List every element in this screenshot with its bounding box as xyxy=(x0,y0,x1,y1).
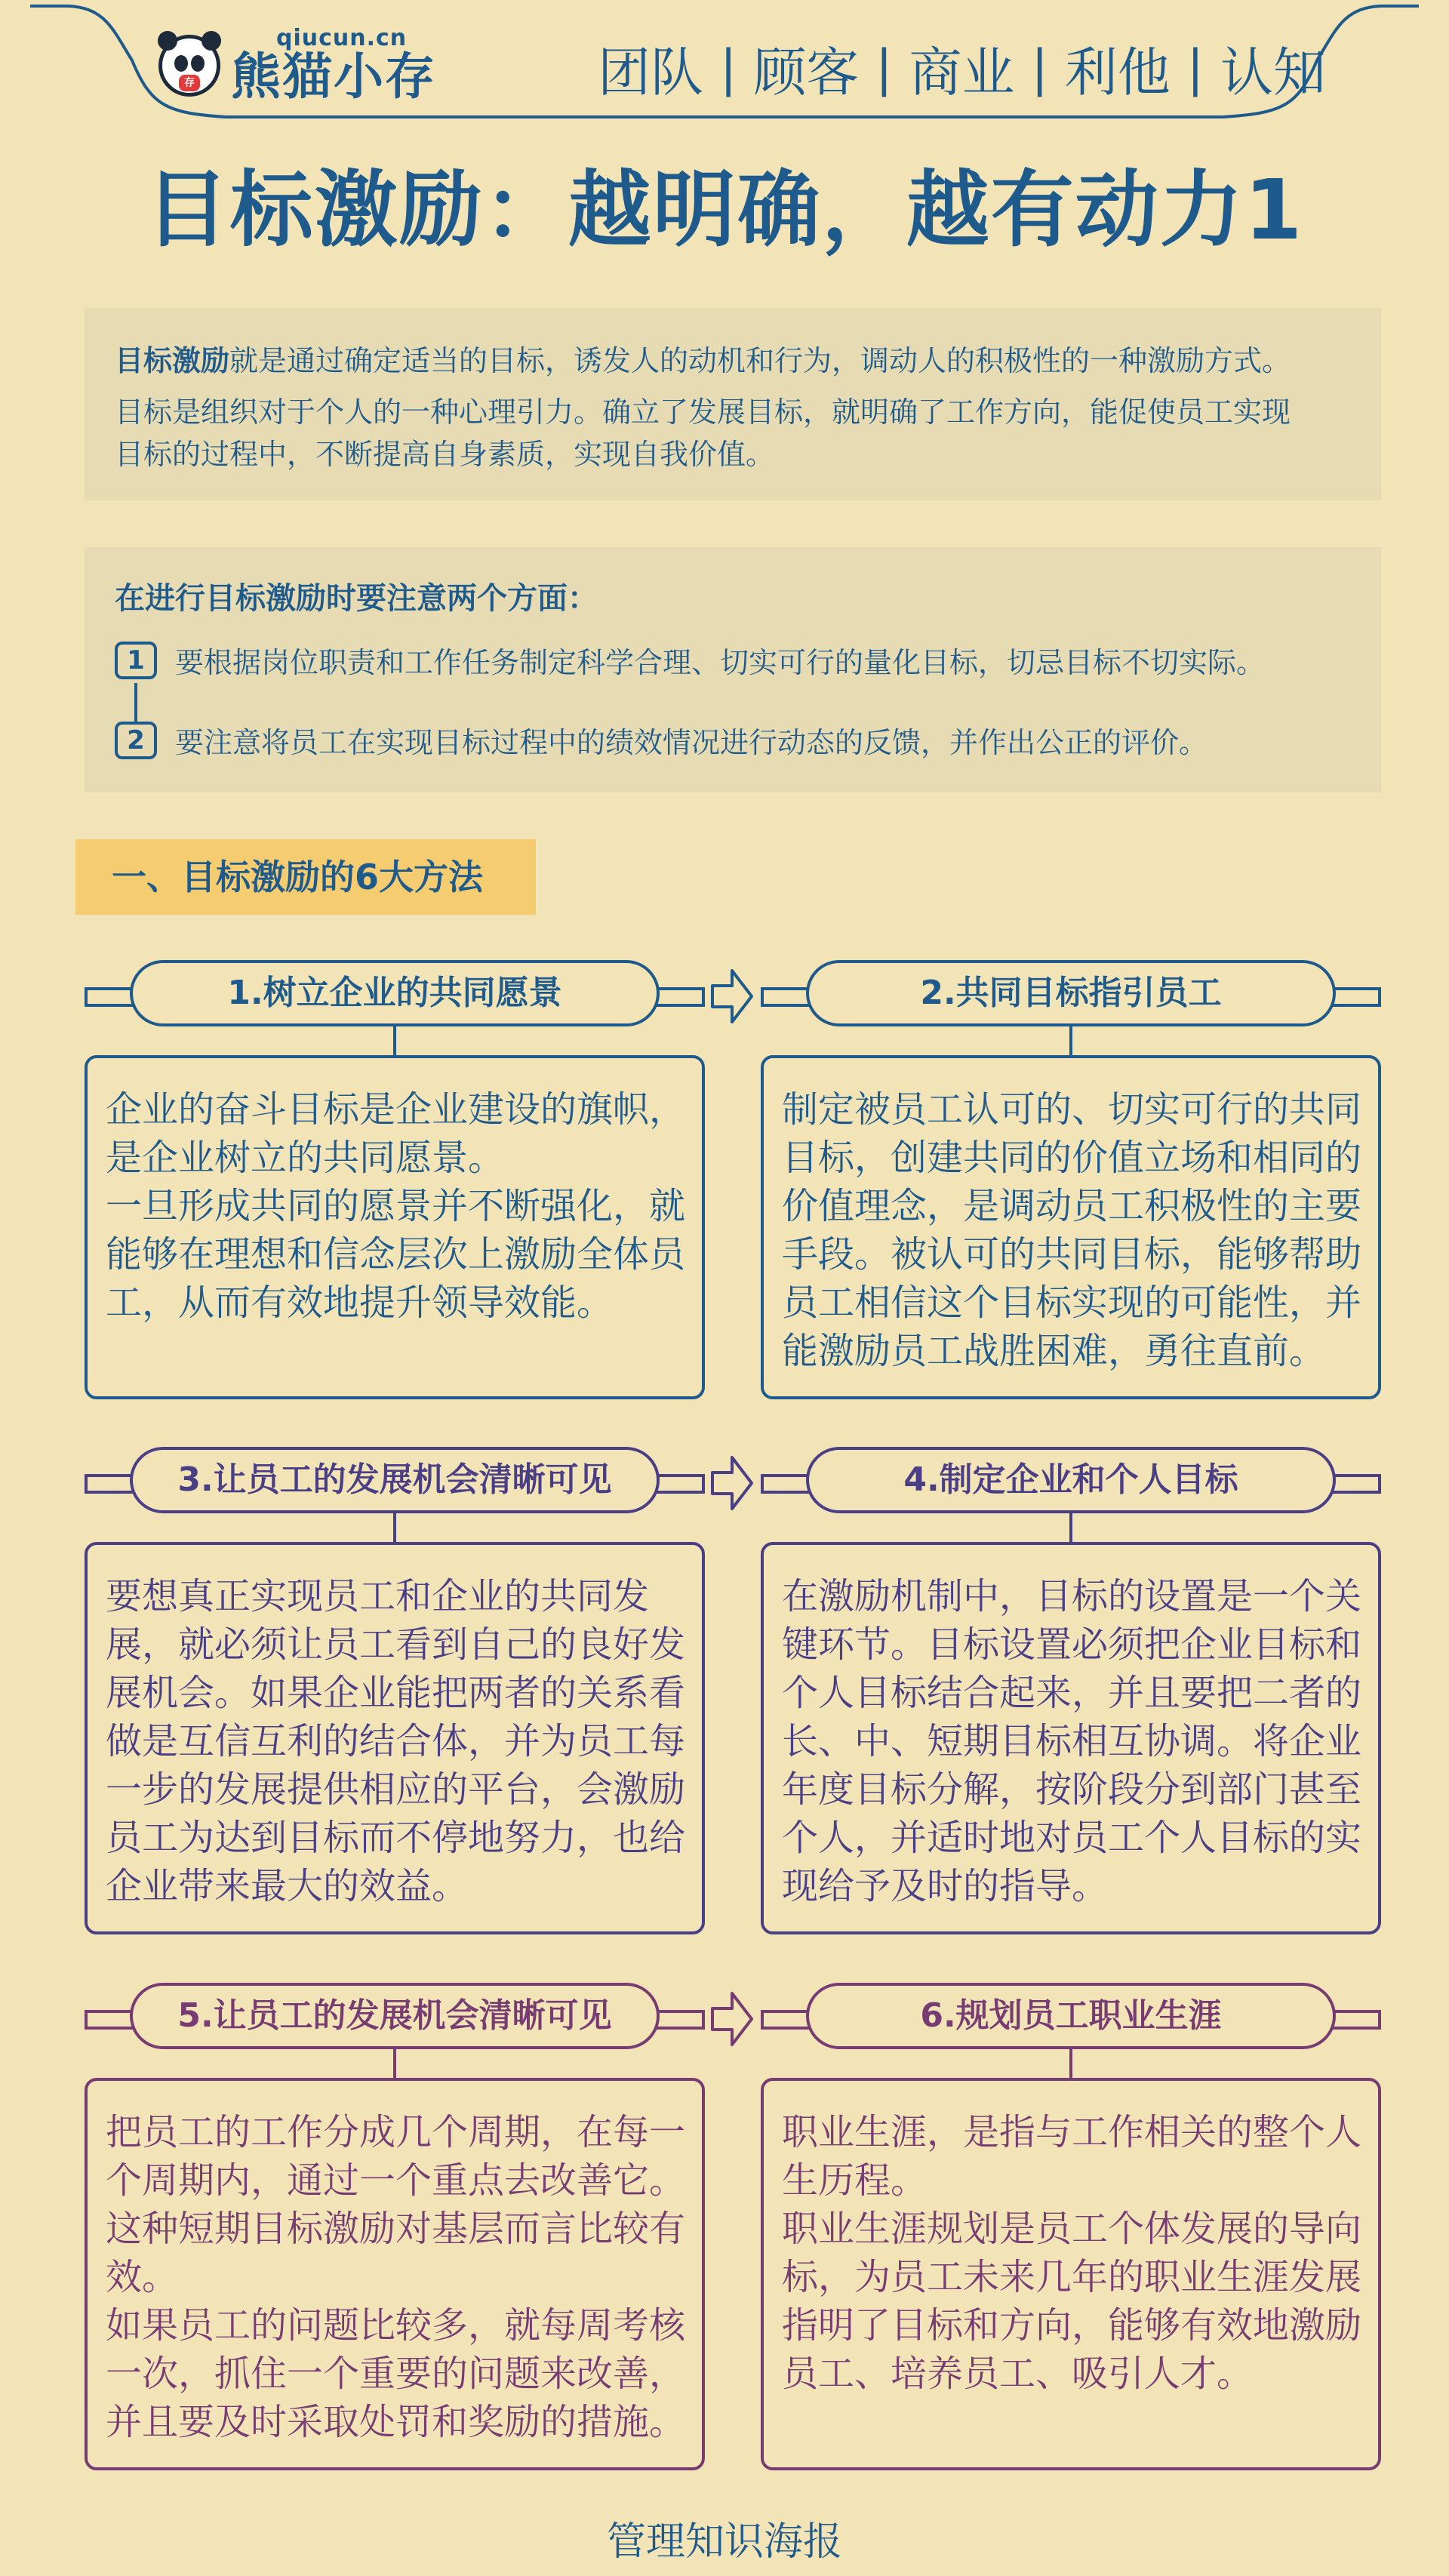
notes-title: 在进行目标激励时要注意两个方面： xyxy=(115,581,598,616)
header-stem xyxy=(393,2049,396,2079)
intro-definition: 就是通过确定适当的目标，诱发人的动机和行为，调动人的积极性的一种激励方式。 xyxy=(229,344,1291,377)
header-bar xyxy=(652,987,705,1007)
header-stem xyxy=(1069,1513,1072,1543)
method-text-line: 做是互信互利的结合体，并为员工每 xyxy=(106,1720,686,1762)
header-bar xyxy=(1328,2010,1381,2030)
logo[interactable] xyxy=(158,24,436,107)
method-text-line: 员工为达到目标而不停地努力，也给 xyxy=(106,1817,686,1859)
arrow-right-icon xyxy=(709,1453,755,1513)
method-header xyxy=(761,1983,1381,2055)
method-text-line: 手段。被认可的共同目标，能够帮助 xyxy=(782,1233,1362,1276)
intro-box xyxy=(85,308,1381,500)
method-title: 2.共同目标指引员工 xyxy=(806,960,1336,1026)
method-title: 4.制定企业和个人目标 xyxy=(806,1447,1336,1513)
nav-item-customer[interactable]: 顾客 xyxy=(753,41,860,103)
method-text-line: 制定被员工认可的、切实可行的共同 xyxy=(782,1088,1362,1131)
arrow-right-icon xyxy=(709,1989,755,2049)
method-text-line: 在激励机制中，目标的设置是一个关 xyxy=(782,1575,1362,1617)
method-header xyxy=(85,1447,705,1519)
method-text-line: 一旦形成共同的愿景并不断强化，就 xyxy=(106,1185,686,1227)
nav-item-business[interactable]: 商业 xyxy=(909,41,1015,103)
header xyxy=(0,0,1449,132)
header-stem xyxy=(1069,1026,1072,1057)
method-text-line: 键环节。目标设置必须把企业目标和 xyxy=(782,1623,1362,1666)
nav-separator: | xyxy=(875,38,893,97)
method-header xyxy=(761,1447,1381,1519)
note-text: 要根据岗位职责和工作任务制定科学合理、切实可行的量化目标，切忌目标不切实际。 xyxy=(175,646,1266,679)
method-text-line: 标，为员工未来几年的职业生涯发展 xyxy=(782,2256,1362,2298)
top-nav xyxy=(598,30,1326,106)
method-title: 6.规划员工职业生涯 xyxy=(806,1983,1336,2049)
note-number: 1 xyxy=(115,642,157,679)
method-text-line: 个人目标结合起来，并且要把二者的 xyxy=(782,1672,1362,1714)
notes-box xyxy=(85,547,1381,792)
method-title: 5.让员工的发展机会清晰可见 xyxy=(130,1983,660,2049)
method-title: 3.让员工的发展机会清晰可见 xyxy=(130,1447,660,1513)
method-text-line: 员工、培养员工、吸引人才。 xyxy=(782,2353,1254,2395)
nav-item-altruism[interactable]: 利他 xyxy=(1064,41,1171,103)
nav-item-cognition[interactable]: 认知 xyxy=(1220,41,1326,103)
method-text-line: 一次，抓住一个重要的问题来改善， xyxy=(106,2353,686,2395)
method-header xyxy=(85,1983,705,2055)
method-text-line: 是企业树立的共同愿景。 xyxy=(106,1137,505,1179)
header-bar xyxy=(1328,987,1381,1007)
method-card xyxy=(85,2078,705,2470)
method-title: 1.树立企业的共同愿景 xyxy=(130,960,660,1026)
intro-line-2a: 目标是组织对于个人的一种心理引力。确立了发展目标，就明确了工作方向，能促使员工实现 xyxy=(115,395,1291,429)
method-text-line: 目标，创建共同的价值立场和相同的 xyxy=(782,1137,1362,1179)
method-card xyxy=(761,1055,1381,1399)
header-bar xyxy=(1328,1474,1381,1494)
note-item xyxy=(115,639,1265,681)
header-bar xyxy=(652,1474,705,1494)
note-number: 2 xyxy=(115,722,157,759)
note-text: 要注意将员工在实现目标过程中的绩效情况进行动态的反馈，并作出公正的评价。 xyxy=(175,726,1208,759)
header-bar xyxy=(652,2010,705,2030)
logo-name: 熊猫小存 xyxy=(231,48,436,106)
method-text-line: 生历程。 xyxy=(782,2159,928,2202)
logo-badge: 存 xyxy=(179,75,200,91)
intro-line-2b: 目标的过程中，不断提高自身素质，实现自我价值。 xyxy=(115,438,775,471)
footer: 管理知识海报 xyxy=(606,2519,842,2565)
method-text-line: 把员工的工作分成几个周期，在每一 xyxy=(106,2111,686,2153)
method-text-line: 个周期内，通过一个重点去改善它。 xyxy=(106,2159,686,2202)
method-text-line: 现给予及时的指导。 xyxy=(782,1865,1109,1907)
method-text-line: 个人，并适时地对员工个人目标的实 xyxy=(782,1817,1362,1859)
method-text-line: 员工相信这个目标实现的可能性，并 xyxy=(782,1282,1362,1324)
method-card xyxy=(85,1055,705,1399)
method-header xyxy=(85,960,705,1033)
panda-icon xyxy=(158,35,220,97)
method-text-line: 并且要及时采取处罚和奖励的措施。 xyxy=(106,2401,686,2443)
header-stem xyxy=(393,1513,396,1543)
method-text-line: 指明了目标和方向，能够有效地激励 xyxy=(782,2304,1362,2347)
note-item xyxy=(115,719,1208,761)
method-text-line: 要想真正实现员工和企业的共同发 xyxy=(106,1575,650,1617)
method-text-line: 价值理念，是调动员工积极性的主要 xyxy=(782,1185,1362,1227)
method-text-line: 如果员工的问题比较多，就每周考核 xyxy=(106,2304,686,2347)
method-text-line: 长、中、短期目标相互协调。将企业 xyxy=(782,1720,1362,1762)
method-card xyxy=(761,1542,1381,1934)
method-header xyxy=(761,960,1381,1033)
method-text-line: 效。 xyxy=(106,2256,179,2298)
method-text-line: 工，从而有效地提升领导效能。 xyxy=(106,1282,614,1324)
method-card xyxy=(761,2078,1381,2470)
method-text-line: 企业的奋斗目标是企业建设的旗帜， xyxy=(106,1088,686,1131)
method-text-line: 一步的发展提供相应的平台，会激励 xyxy=(106,1768,686,1811)
method-text-line: 展机会。如果企业能把两者的关系看 xyxy=(106,1672,686,1714)
nav-separator: | xyxy=(1031,38,1048,97)
intro-term: 目标激励 xyxy=(115,344,230,377)
method-card xyxy=(85,1542,705,1934)
method-text-line: 职业生涯，是指与工作相关的整个人 xyxy=(782,2111,1362,2153)
header-stem xyxy=(393,1026,396,1057)
method-text-line: 企业带来最大的效益。 xyxy=(106,1865,469,1907)
nav-separator: | xyxy=(720,38,737,97)
section-label: 一、目标激励的6大方法 xyxy=(75,839,536,915)
nav-separator: | xyxy=(1186,38,1204,97)
method-text-line: 年度目标分解，按阶段分到部门甚至 xyxy=(782,1768,1362,1811)
method-text-line: 能激励员工战胜困难，勇往直前。 xyxy=(782,1330,1326,1372)
logo-domain: qiucun.cn xyxy=(276,25,408,51)
page-title: 目标激励：越明确，越有动力1 xyxy=(145,162,1304,258)
method-text-line: 职业生涯规划是员工个体发展的导向 xyxy=(782,2208,1362,2250)
arrow-right-icon xyxy=(709,966,755,1026)
nav-item-team[interactable]: 团队 xyxy=(598,41,703,103)
method-text-line: 展，就必须让员工看到自己的良好发 xyxy=(106,1623,686,1666)
method-text-line: 这种短期目标激励对基层而言比较有 xyxy=(106,2208,686,2250)
header-stem xyxy=(1069,2049,1072,2079)
method-text-line: 能够在理想和信念层次上激励全体员 xyxy=(106,1233,686,1276)
